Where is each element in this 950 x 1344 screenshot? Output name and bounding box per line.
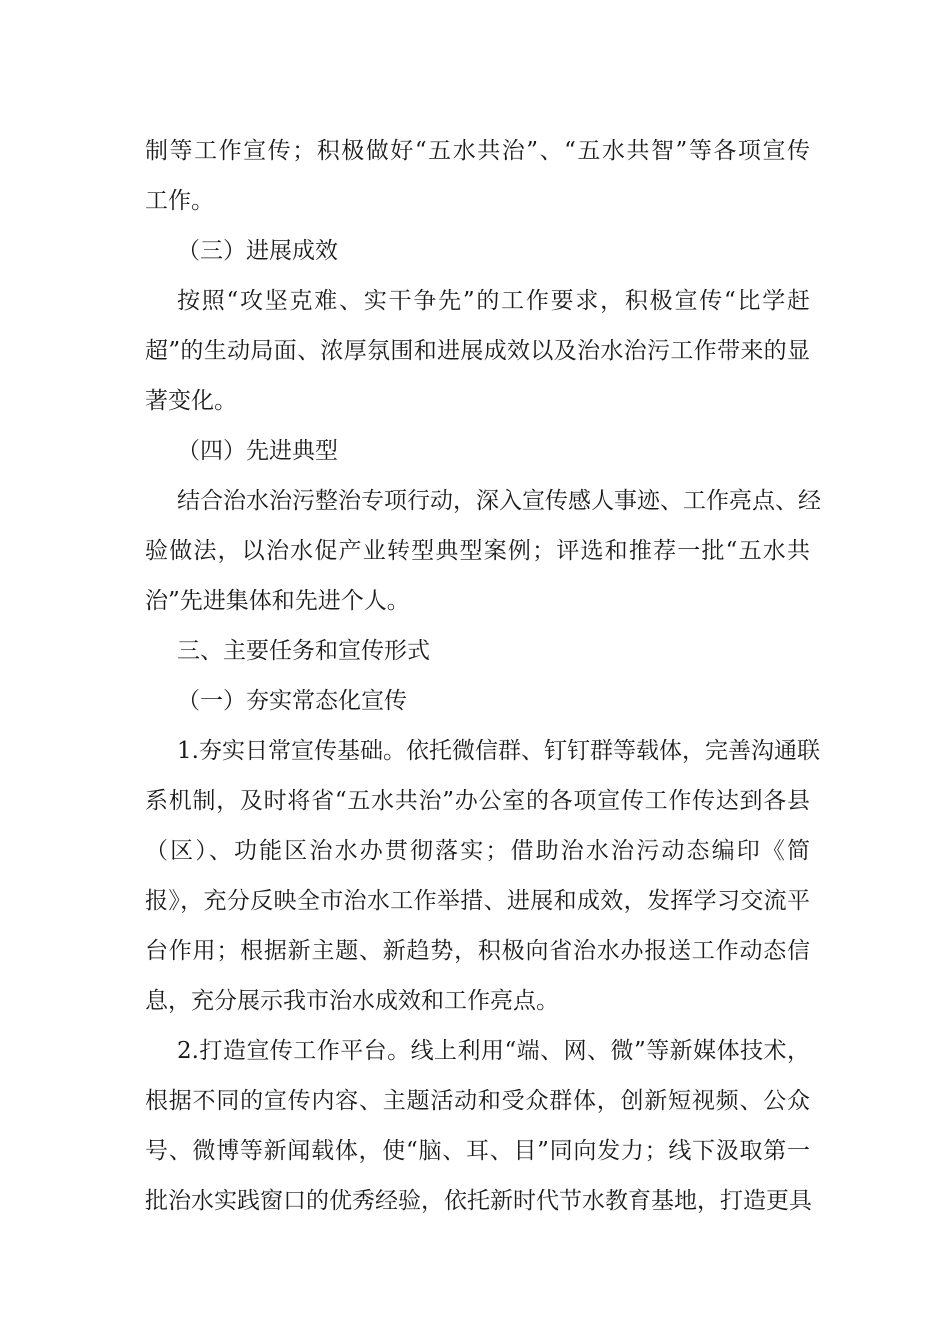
paragraph-line: 台作用；根据新主题、新趋势，积极向省治水办报送工作动态信	[145, 938, 810, 964]
paragraph-line: 根据不同的宣传内容、主题活动和受众群体，创新短视频、公众	[145, 1088, 810, 1114]
paragraph-line: （区）、功能区治水办贯彻落实；借助治水治污动态编印《简	[145, 838, 810, 864]
paragraph-line: 息，充分展示我市治水成效和工作亮点。	[145, 988, 559, 1014]
paragraph-line: 工作。	[145, 188, 214, 214]
paragraph-line: 2.打造宣传工作平台。线上利用“端、网、微”等新媒体技术，	[177, 1038, 810, 1064]
paragraph-line: 批治水实践窗口的优秀经验，依托新时代节水教育基地，打造更具	[145, 1188, 812, 1214]
section-heading: （一）夯实常态化宣传	[177, 688, 407, 714]
paragraph-line: 验做法，以治水促产业转型典型案例；评选和推荐一批“五水共	[145, 538, 810, 564]
paragraph-line: 治”先进集体和先进个人。	[145, 588, 410, 614]
paragraph-line: 著变化。	[145, 388, 237, 414]
paragraph-line: 号、微博等新闻载体，使“脑、耳、目”同向发力；线下汲取第一	[145, 1138, 810, 1164]
paragraph-line: 报》，充分反映全市治水工作举措、进展和成效，发挥学习交流平	[145, 888, 810, 914]
paragraph-line: 超”的生动局面、浓厚氛围和进展成效以及治水治污工作带来的显	[145, 338, 810, 364]
paragraph-line: 1.夯实日常宣传基础。依托微信群、钉钉群等载体，完善沟通联	[177, 738, 820, 764]
paragraph-line: 制等工作宣传；积极做好“五水共治”、“五水共智”等各项宣传	[145, 138, 810, 164]
section-heading: 三、主要任务和宣传形式	[177, 638, 430, 664]
paragraph-line: 系机制，及时将省“五水共治”办公室的各项宣传工作传达到各县	[145, 788, 810, 814]
paragraph-line: 按照“攻坚克难、实干争先”的工作要求，积极宣传“比学赶	[177, 288, 810, 314]
section-heading: （三）进展成效	[177, 238, 338, 264]
paragraph-line: 结合治水治污整治专项行动，深入宣传感人事迹、工作亮点、经	[177, 488, 821, 514]
section-heading: （四）先进典型	[177, 438, 338, 464]
